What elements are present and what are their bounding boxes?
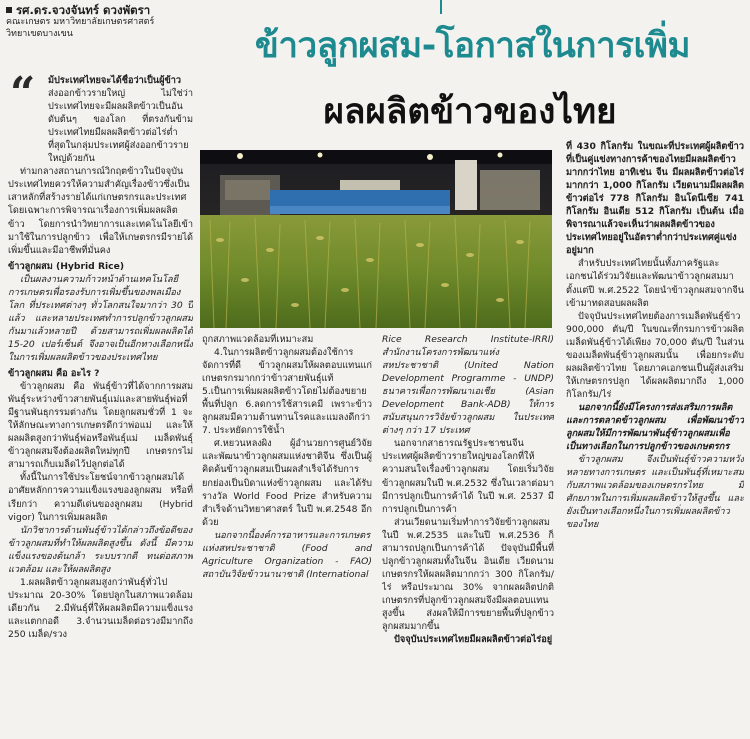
- lead-paragraph: [8, 74, 193, 87]
- paragraph: ศ.หยวนหลงผิง ผู้อำนวยการศูนย์วิจัยและพัฒนาข้าวลูกผสมแห่งชาติจีน ซึ่งเป็นผู้คิดค้นข้าวลูกผสมเป็นผลสำเร็จได้รับการยกย่องเป็นบิดาแห่งข้าวลูกผสม และได้รับรางวัล World Food Prize สำหรับความสำเร็จด้านวิทยาศาสตร์ ในปี พ.ศ.2548 อีกด้วย: [202, 438, 372, 528]
- rice-field-illustration: [200, 150, 552, 328]
- byline: [6, 4, 156, 40]
- paragraph: ที่ 430 กิโลกรัม ในขณะที่ประเทศผู้ผลิตข้าวที่เป็นคู่แข่งทางการค้าของไทยมีผลผลิตข้าวมากกว่าไทย อาทิเช่น จีน มีผลผลิตข้าวต่อไร่ มากกว่า 1,000 กิโลกรัม เวียดนามมีผลผลิตข้าวต่อไร่ 778 กิโลกรัม อินโดนีเซีย 741 กิโลกรัม อินเดีย 512 กิโลกรัม เป็นต้น เมื่อพิจารณาแล้วจะเห็นว่าผลผลิตข้าวของประเทศไทยอยู่ในอัตราต่ำกว่าประเทศคู่แข่งอยู่มาก: [566, 141, 744, 257]
- rice-field-photo: [200, 150, 552, 328]
- article-column-1: [8, 68, 193, 736]
- lead-bold-text: ม้ประเทศไทยจะได้ชื่อว่าเป็นผู้ข้าว: [48, 75, 182, 86]
- author-name: รศ.ดร.จวงจันทร์ ดวงพัตรา: [16, 3, 151, 17]
- title-accent-bar: [440, 0, 442, 14]
- bullet-square-icon: [6, 7, 12, 13]
- article-column-3: [382, 333, 554, 737]
- paragraph: ข้าวลูกผสม คือ พันธุ์ข้าวที่ได้จากการผสมพันธุ์ระหว่างข้าวสายพันธุ์แม่และสายพันธุ์พ่อที่มีฐานพันธุกรรมต่างกัน โดยลูกผสมชั่วที่ 1 จะให้ลักษณะทางการเกษตรดีกว่าพ่อแม่ และให้ผลผลิตสูงกว่าพันธุ์พ่อหรือพันธุ์แม่ เมล็ดพันธุ์ข้าวลูกผสมจึงต้องผลิตใหม่ทุกปี เกษตรกรไม่สามารถเก็บเมล็ดไว้ปลูกต่อได้: [8, 381, 193, 471]
- paragraph: Rice Research Institute-IRRI) สำนักงานโครงการพัฒนาแห่งสหประชาชาติ (United Nation Development Programme - UNDP) ธนาคารเพื่อการพัฒนาเอเชีย (Asian Development Bank-ADB) ให้การสนับสนุนการวิจัยข้าวลูกผสม ในประเทศต่างๆ กว่า 17 ประเทศ: [382, 334, 554, 437]
- author-affiliation: คณะเกษตร มหาวิทยาลัยเกษตรศาสตร์: [6, 17, 155, 27]
- paragraph: ท่ามกลางสถานการณ์วิกฤตข้าวในปัจจุบัน ประเทศไทยควรให้ความสำคัญเรื่องข้าวซึ่งเป็นเสาหลักที่สร้างรายได้แก่เกษตรกรและประเทศ โดยเฉพาะการพิจารณาเรื่องการเพิ่มผลผลิตข้าว โดยการนำวิทยาการและเทคโนโลยีเข้ามาใช้ในการปลูกข้าว เพื่อให้เกษตรกรมีรายได้เพิ่มขึ้นและมีอาชีพที่มั่นคง: [8, 166, 193, 256]
- author-campus: วิทยาเขตบางเขน: [6, 29, 73, 39]
- paragraph: ปัจจุบันประเทศไทยมีผลผลิตข้าวต่อไร่อยู่: [394, 634, 553, 646]
- paragraph: ถูกสภาพแวดล้อมที่เหมาะสม: [202, 334, 314, 345]
- paragraph: นอกจากนี้ยังมีโครงการส่งเสริมการผลิตและการตลาดข้าวลูกผสม เพื่อพัฒนาข้าวลูกผสมให้มีการพัฒนาพันธุ์ข้าวลูกผสมเพื่อเป็นทางเลือกในการปลูกข้าวของเกษตรกร: [566, 401, 744, 453]
- paragraph: เป็นผลงานความก้าวหน้าด้านเทคโนโลยีการเกษตรเพื่อรองรับการเพิ่มขึ้นของพลเมืองโลก ที่ประเทศต่างๆ ทั่วโลกสนใจมากว่า 30 ปีแล้ว และหลายประเทศทำการปลูกข้าวลูกผสมกันมาแล้วหลายปี ด้วยสามารถเพิ่มผลผลิตได้ 15-20 เปอร์เซ็นต์ จึงอาจเป็นอีกทางเลือกหนึ่งในการเพิ่มผลผลิตข้าวของประเทศไทย: [8, 273, 193, 363]
- paragraph: ส่งออกข้าวรายใหญ่ ไม่ใช่ว่าประเทศไทยจะมีผลผลิตข้าวเป็นอันดับต้นๆ ของโลก ที่ตรงกันข้ามประเทศไทยมีผลผลิตข้าวต่อไร่ต่ำที่สุดในกลุ่มประเทศผู้ส่งออกข้าวรายใหญ่ด้วยกัน: [48, 88, 193, 165]
- paragraph: นอกจากสาธารณรัฐประชาชนจีน ประเทศผู้ผลิตข้าวรายใหญ่ของโลกที่ให้ความสนใจเรื่องข้าวลูกผสม โดยเริ่มวิจัยข้าวลูกผสมในปี พ.ศ.2532 ซึ่งในเวลาต่อมามีการปลูกเป็นการค้าได้ ในปี พ.ศ. 2537 มีการปลูกเป็นการค้า: [382, 438, 554, 515]
- subheading-what-is: ข้าวลูกผสม คือ อะไร ?: [8, 368, 100, 380]
- paragraph: นอกจากนี้องค์การอาหารและการเกษตรแห่งสหประชาชาติ (Food and Agriculture Organization - FAO) สถาบันวิจัยข้าวนานาชาติ (International: [202, 529, 372, 580]
- article-column-2: [202, 333, 372, 737]
- paragraph: นักวิชาการด้านพันธุ์ข้าวได้กล่าวถึงข้อดีของข้าวลูกผสมที่ทำให้ผลผลิตสูงขึ้น ดังนี้ มีความแข็งแรงของต้นกล้า ระบบรากดี ทนต่อสภาพแวดล้อม และให้ผลผลิตสูง: [8, 524, 193, 575]
- paragraph: ปัจจุบันประเทศไทยต้องการเมล็ดพันธุ์ข้าว 900,000 ตัน/ปี ในขณะที่กรมการข้าวผลิตเมล็ดพันธุ์ข้าวได้เพียง 70,000 ตัน/ปี ในส่วนของเมล็ดพันธุ์ข้าวลูกผสมนั้น เพื่อยกระดับผลผลิตข้าวไทย โดยภาคเอกชนเป็นผู้ส่งเสริมให้เกษตรกรปลูก ได้ผลผลิตมากถึง 1,000 กิโลกรัม/ไร่: [566, 310, 744, 400]
- paragraph: สำหรับประเทศไทยนั้นทั้งภาครัฐและเอกชนได้ร่วมวิจัยและพัฒนาข้าวลูกผสมมาตั้งแต่ปี พ.ศ.2522 โดยนำข้าวลูกผสมจากจีนเข้ามาทดสอบผลผลิต: [566, 258, 744, 309]
- author-name-row: [6, 4, 156, 16]
- headline-line-1: ข้าวลูกผสม-โอกาสในการเพิ่ม: [254, 26, 691, 66]
- paragraph: ส่วนเวียดนามเริ่มทำการวิจัยข้าวลูกผสมในปี พ.ศ.2535 และในปี พ.ศ.2536 ก็สามารถปลูกเป็นการค้าได้ ปัจจุบันมีพื้นที่ปลูกข้าวลูกผสมทั้งในจีน อินเดีย เวียดนาม เกษตรกรให้ผลผลิตมากกว่า 300 กิโลกรัม/ไร่ หรือประมาณ 30% จากผลผลิตปกติ เกษตรกรที่ปลูกข้าวลูกผสมจึงมีผลตอบแทนสูงขึ้น ส่งผลให้มีการขยายพื้นที่ปลูกข้าวลูกผสมมากขึ้น: [382, 516, 554, 633]
- paragraph: 4.ในการผลิตข้าวลูกผสมต้องใช้การจัดการที่ดี ข้าวลูกผสมให้ผลตอบแทนแก่เกษตรกรมากกว่าข้าวสายพันธุ์แท้ 5.เป็นการเพิ่มผลผลิตข้าวโดยไม่ต้องขยายพื้นที่ปลูก 6.ลดการใช้สารเคมี เพราะข้าวลูกผสมมีความต้านทานโรคและแมลงดีกว่า 7. ประหยัดการใช้น้ำ: [202, 347, 372, 437]
- quote-mark-icon: “: [10, 68, 36, 119]
- paragraph: ทั้งนี้ในการใช้ประโยชน์จากข้าวลูกผสมได้อาศัยหลักการความแข็งแรงของลูกผสม หรือที่เรียกว่า ความดีเด่นของลูกผสม (Hybrid vigor) ในการเพิ่มผลผลิต: [8, 472, 193, 523]
- article-column-4: [566, 140, 744, 736]
- headline-line-2: ผลผลิตข้าวของไทย: [323, 92, 617, 132]
- paragraph: 1.ผลผลิตข้าวลูกผสมสูงกว่าพันธุ์ทั่วไปประมาณ 20-30% โดยปลูกในสภาพแวดล้อมเดียวกัน 2.มีพันธุ์ที่ให้ผลผลิตมีความแข็งแรงและแตกกอดี 3.จำนวนเมล็ดต่อรวงมีมากถึง 250 เมล็ด/รวง: [8, 576, 193, 640]
- paragraph: ข้าวลูกผสม จึงเป็นพันธุ์ข้าวความหวังหลายทางการเกษตร และเป็นพันธุ์ที่เหมาะสมกับสภาพแวดล้อมของเกษตรกรไทย มีศักยภาพในการเพิ่มผลผลิตข้าวให้สูงขึ้น และยังเป็นทางเลือกหนึ่งในการเพิ่มผลผลิตข้าวของไทย: [566, 454, 744, 531]
- subheading-hybrid-rice: ข้าวลูกผสม (Hybrid Rice): [8, 260, 125, 272]
